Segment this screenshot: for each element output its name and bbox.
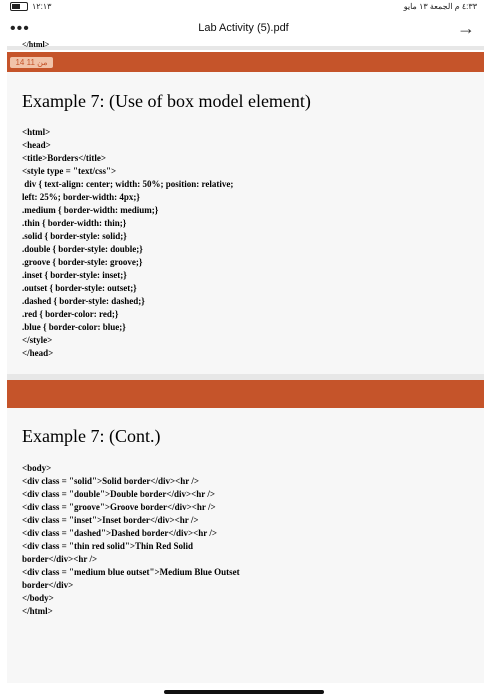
code-line: <html>: [22, 127, 51, 137]
code-line: .inset { border-style: inset;}: [22, 270, 127, 280]
code-line: <div class = "medium blue outset">Medium Blue Outset: [22, 567, 240, 577]
code-line: <style type = "text/css">: [22, 166, 117, 176]
code-line: border</div>: [22, 580, 74, 590]
more-options-button[interactable]: •••: [10, 20, 30, 37]
status-date: ٤:٣٣ م الجمعة ١٣ مايو: [403, 2, 477, 11]
page-2-heading: Example 7: (Cont.): [22, 426, 161, 446]
code-line: </body>: [22, 593, 54, 603]
page-counter-badge: 14 من 11: [10, 57, 53, 68]
page-1-code-block: [22, 126, 233, 360]
code-line: <div class = "groove">Groove border</div><hr />: [22, 502, 216, 512]
code-line: <div class = "dashed">Dashed border</div><hr />: [22, 528, 218, 538]
code-line: div { text-align: center; width: 50%; position: relative;: [22, 179, 234, 189]
code-line: border</div><hr />: [22, 554, 98, 564]
code-line: .double { border-style: double;}: [22, 244, 143, 254]
code-line: .solid { border-style: solid;}: [22, 231, 127, 241]
code-line: </head>: [22, 348, 54, 358]
code-line: .outset { border-style: outset;}: [22, 283, 137, 293]
page-2-code-block: [22, 462, 240, 618]
document-title: Lab Activity (5).pdf: [198, 22, 289, 34]
code-line: </style>: [22, 335, 53, 345]
code-line: <head>: [22, 140, 51, 150]
status-bar: [0, 0, 487, 14]
nav-bar: [0, 14, 487, 46]
code-line: <body>: [22, 463, 52, 473]
status-time: ١٢:١٣: [32, 2, 52, 11]
code-line: .medium { border-width: medium;}: [22, 205, 159, 215]
page-header-band-2: [7, 380, 484, 408]
previous-page-edge: [7, 46, 484, 50]
code-line: left: 25%; border-width: 4px;}: [22, 192, 140, 202]
page-1-heading: Example 7: (Use of box model element): [22, 91, 311, 111]
share-arrow-icon[interactable]: →: [457, 18, 475, 38]
home-indicator[interactable]: [164, 690, 324, 694]
code-line: .red { border-color: red;}: [22, 309, 119, 319]
code-line: <title>Borders</title>: [22, 153, 106, 163]
code-line: .dashed { border-style: dashed;}: [22, 296, 145, 306]
status-left: [10, 2, 51, 11]
code-line: .thin { border-width: thin;}: [22, 218, 127, 228]
page-header-band: [7, 52, 484, 72]
code-line: <div class = "inset">Inset border</div><hr />: [22, 515, 199, 525]
previous-page-text: </html>: [22, 40, 50, 49]
code-line: <div class = "double">Double border</div><hr />: [22, 489, 216, 499]
battery-icon: [10, 2, 28, 11]
code-line: .blue { border-color: blue;}: [22, 322, 126, 332]
code-line: <div class = "solid">Solid border</div><hr />: [22, 476, 200, 486]
code-line: .groove { border-style: groove;}: [22, 257, 143, 267]
code-line: <div class = "thin red solid">Thin Red Solid: [22, 541, 194, 551]
code-line: </html>: [22, 606, 53, 616]
